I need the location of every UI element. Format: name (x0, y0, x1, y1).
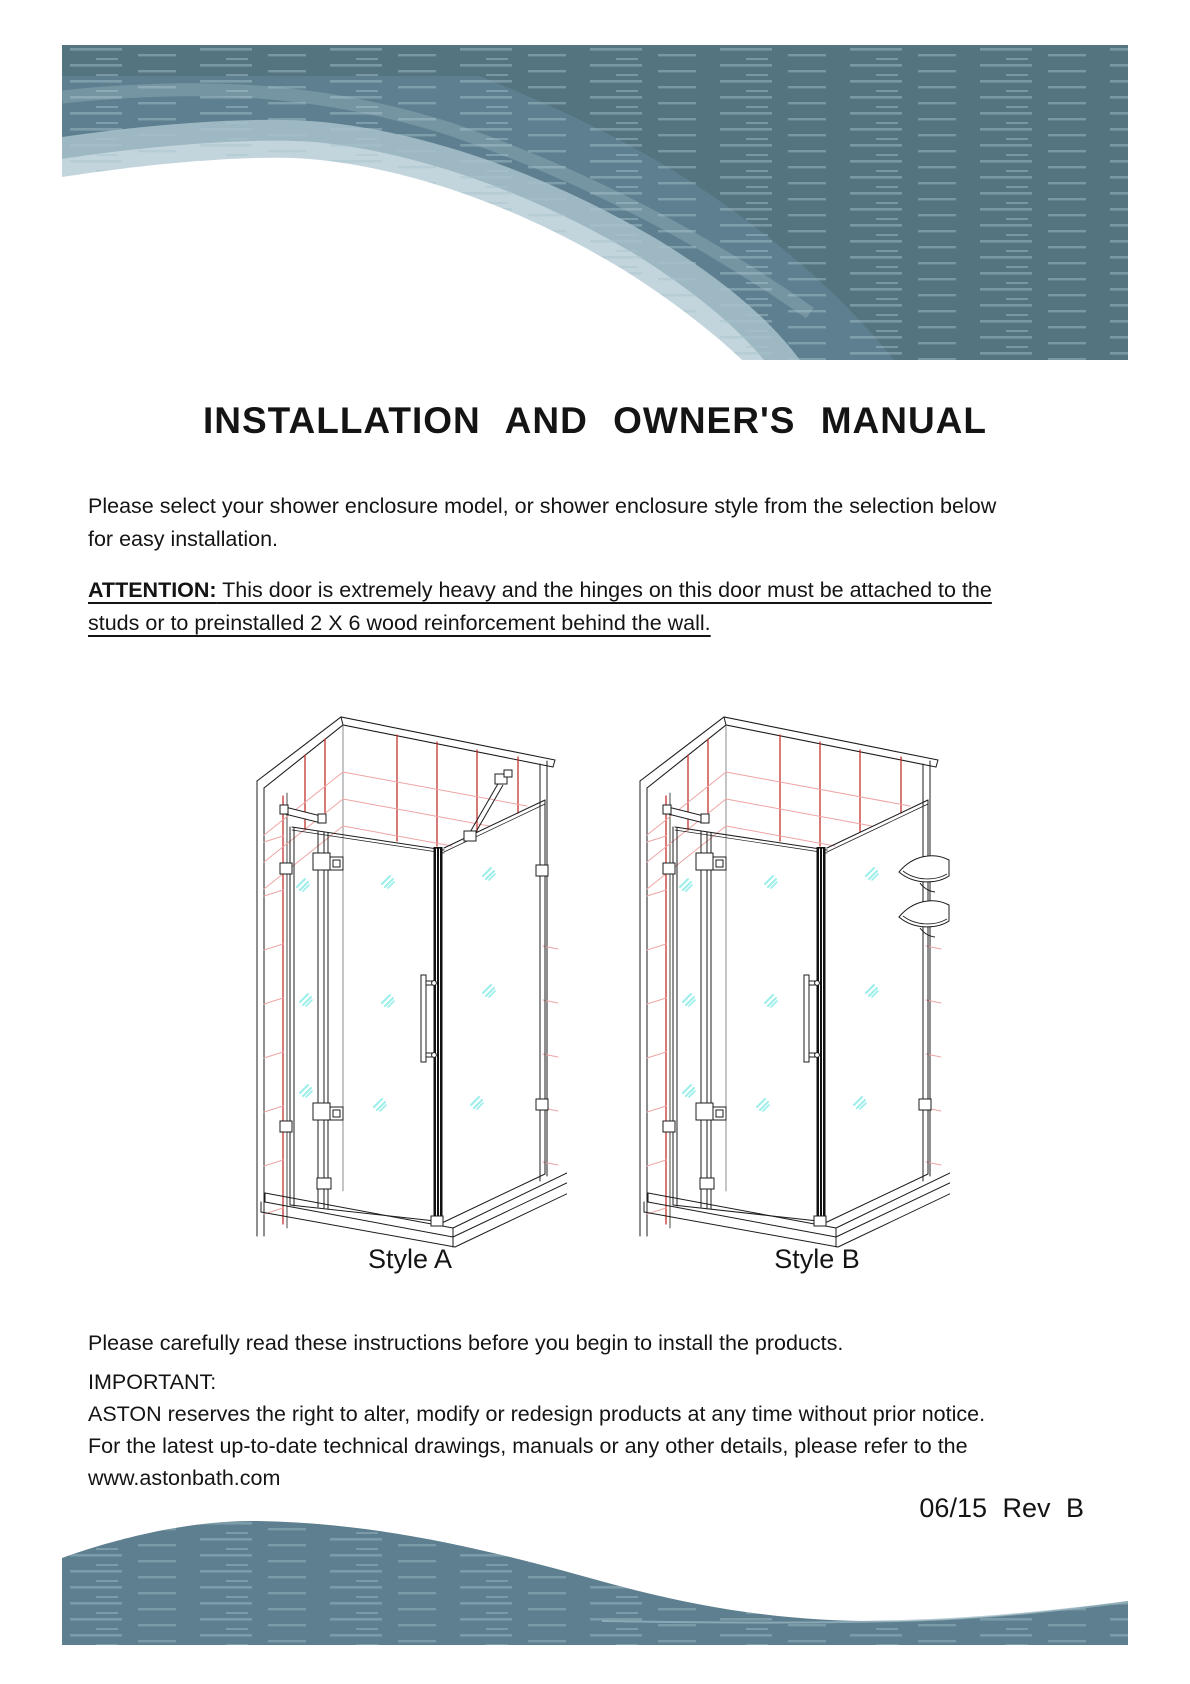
attention-line-2: studs or to preinstalled 2 X 6 wood reinforcement behind the wall. (88, 611, 711, 635)
style-b-caption: Style B (774, 1244, 860, 1274)
footer-wave-graphic (62, 1455, 1128, 1645)
style-b-drawing (620, 676, 950, 1248)
attention-text: This door is extremely heavy and the hinges on this door must be attached to the (216, 578, 992, 602)
style-a-drawing (237, 676, 567, 1248)
read-instructions-note: Please carefully read these instructions before you begin to install the products. (88, 1331, 844, 1355)
page-title: INSTALLATION AND OWNER'S MANUAL (202, 400, 988, 441)
revision-label: 06/15 Rev B (919, 1493, 1084, 1523)
intro-line-1: Please select your shower enclosure model, or shower enclosure style from the selection below (88, 494, 997, 518)
corner-shelf-bottom (899, 901, 949, 937)
attention-label: ATTENTION: (88, 578, 217, 602)
important-line-3: www.astonbath.com (88, 1466, 281, 1490)
intro-line-2: for easy installation. (88, 527, 279, 551)
attention-paragraph (88, 574, 1078, 640)
corner-shelves (899, 856, 949, 937)
important-heading: IMPORTANT: (88, 1370, 217, 1394)
style-a-caption: Style A (367, 1244, 453, 1274)
important-line-1: ASTON reserves the right to alter, modify or redesign products at any time without prior notice. (88, 1402, 986, 1426)
support-bar (464, 770, 512, 841)
attention-line-1 (88, 574, 1078, 607)
intro-paragraph (88, 490, 1078, 556)
important-line-2: For the latest up-to-date technical drawings, manuals or any other details, please refer to the (88, 1434, 968, 1458)
corner-shelf-top (899, 856, 949, 892)
header-wave-graphic (62, 45, 1128, 360)
